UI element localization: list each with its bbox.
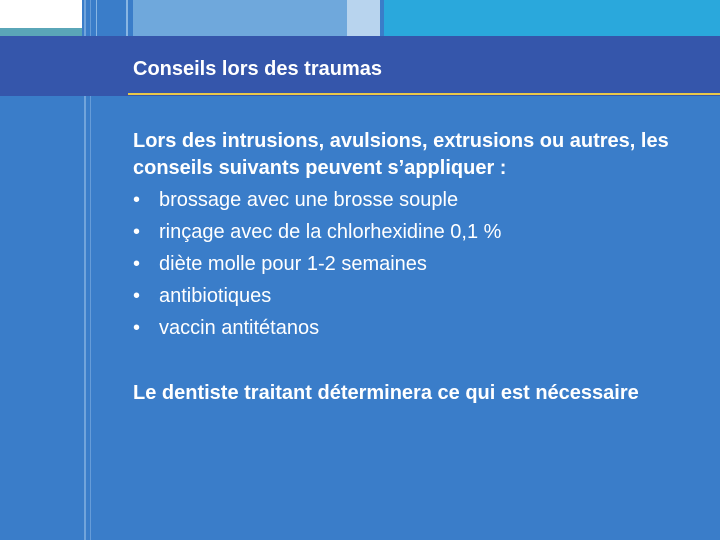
vertical-decor-stripe <box>126 0 128 36</box>
bullet-text: antibiotiques <box>159 285 272 307</box>
header-decor-pale-block <box>347 0 380 36</box>
advice-bullet-list <box>133 184 693 344</box>
bullet-text: diète molle pour 1-2 semaines <box>159 253 427 275</box>
header-decor-white-block <box>0 0 82 28</box>
vertical-decor-stripe <box>96 0 97 36</box>
bullet-item <box>133 184 693 216</box>
bullet-item <box>133 216 693 248</box>
bullet-text: vaccin antitétanos <box>159 317 320 339</box>
bullet-marker: • <box>133 253 141 275</box>
bullet-marker: • <box>133 189 141 211</box>
slide-title: Conseils lors des traumas <box>133 58 382 80</box>
bullet-marker: • <box>133 285 141 307</box>
bullet-marker: • <box>133 317 141 339</box>
header-decor-cyan-block <box>384 0 720 36</box>
bullet-text: rinçage avec de la chlorhexidine 0,1 % <box>159 221 502 243</box>
slide-body <box>133 128 693 407</box>
title-underline-rule <box>128 93 720 95</box>
intro-paragraph: Lors des intrusions, avulsions, extrusions ou autres, les conseils suivants peuvent s’appliquer : <box>133 130 669 179</box>
header-decor-light-blue-block <box>133 0 347 36</box>
bullet-marker: • <box>133 221 141 243</box>
bullet-item <box>133 248 693 280</box>
bullet-text: brossage avec une brosse souple <box>159 189 459 211</box>
bullet-item <box>133 312 693 344</box>
bullet-item <box>133 280 693 312</box>
header-decor-teal-strip <box>0 28 82 36</box>
conclusion-paragraph: Le dentiste traitant déterminera ce qui est nécessaire <box>133 382 639 404</box>
